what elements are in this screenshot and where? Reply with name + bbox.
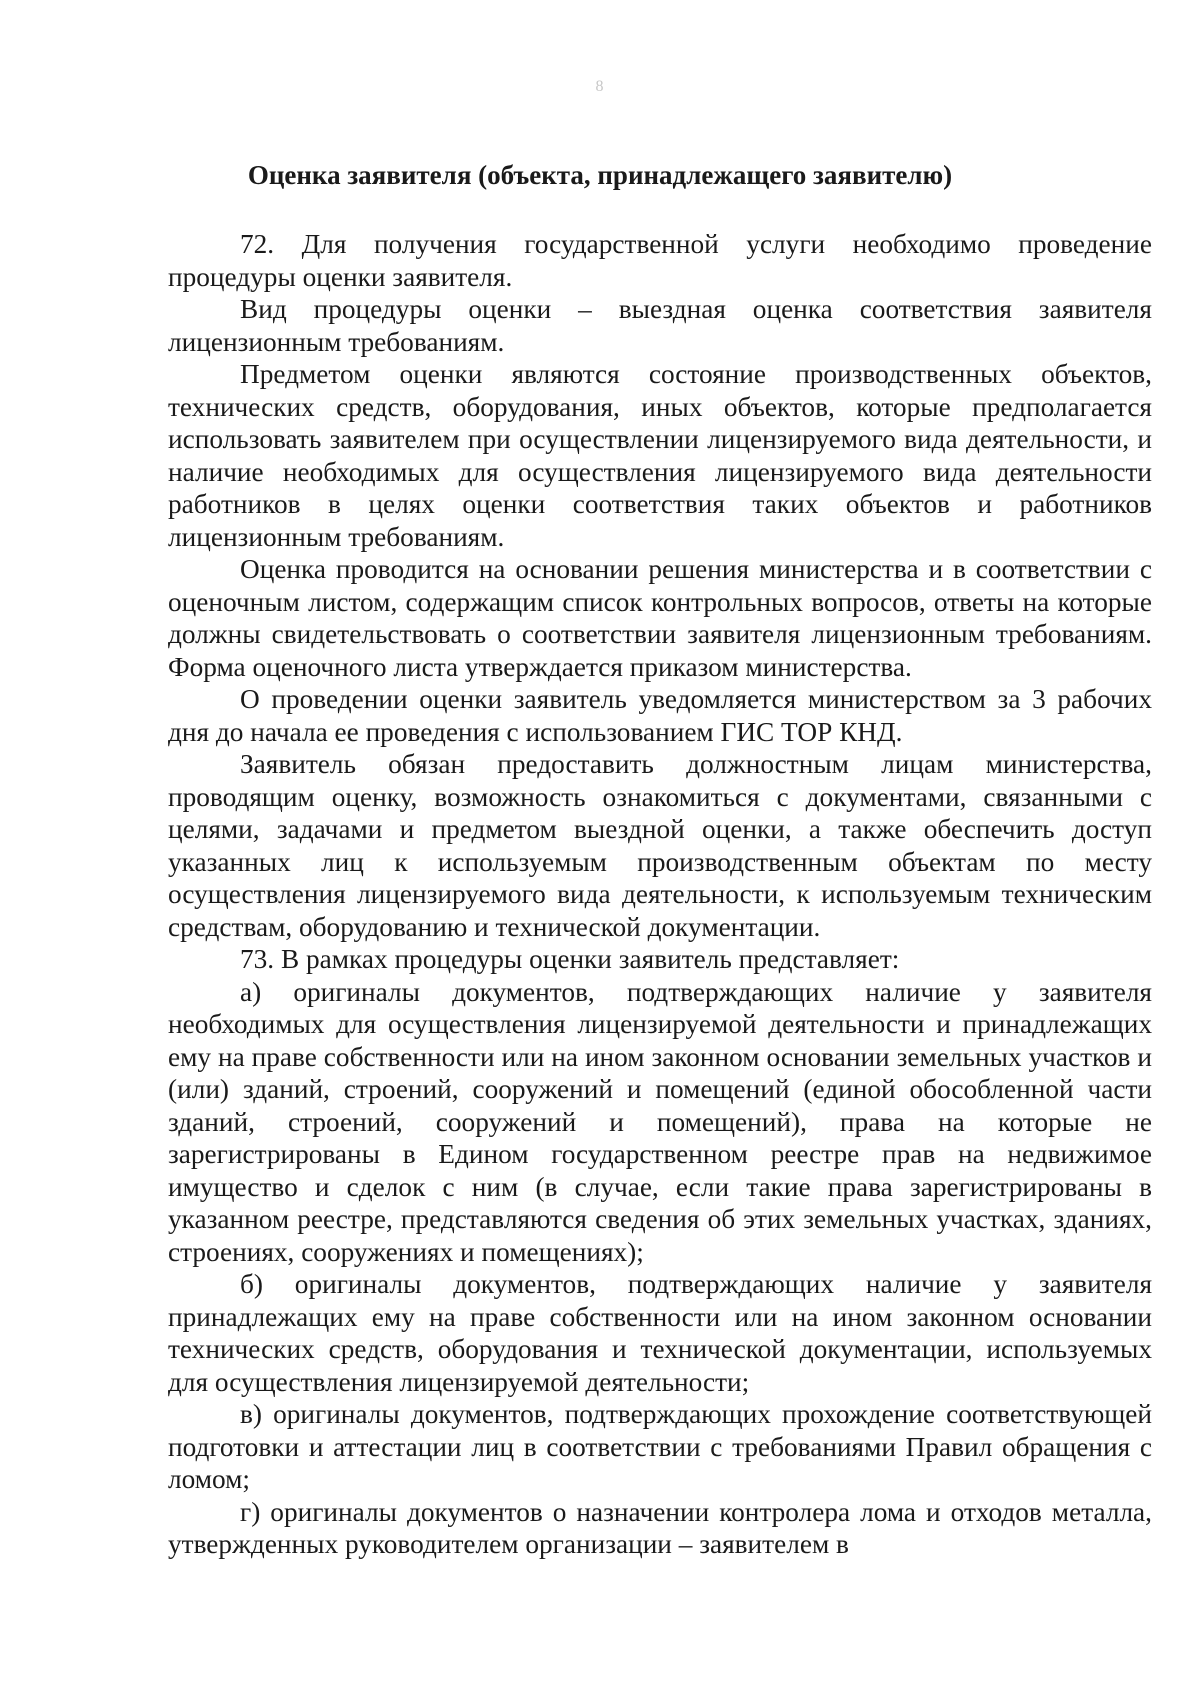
list-item-v: в) оригиналы документов, подтверждающих прохождение соответствующей подготовки и аттестации лиц в соответствии с требованиями Правил обращения с ломом; xyxy=(168,1399,1152,1494)
document-body xyxy=(168,228,1152,1561)
list-item-a: а) оригиналы документов, подтверждающих наличие у заявителя необходимых для осуществления лицензируемой деятельности и принадлежащих ему на праве собственности или на ином законном основании земельных участков и (или) зданий, строений, сооружений и помещений (единой обособленной части зданий, строений, сооружений и помещений), права на которые не зарегистрированы в Едином государственном реестре прав на недвижимое имущество и сделок с ним (в случае, если такие права зарегистрированы в указанном реестре, представляются сведения об этих земельных участках, зданиях, строениях, сооружениях и помещениях); xyxy=(168,976,1152,1267)
paragraph-obligations: Заявитель обязан предоставить должностным лицам министерства, проводящим оценку, возможность ознакомиться с документами, связанными с целями, задачами и предметом выездной оценки, а также обеспечить доступ указанных лиц к используемым производственным объектам по месту осуществления лицензируемого вида деятельности, к используемым техническим средствам, оборудованию и технической документации. xyxy=(168,749,1152,942)
list-item-g: г) оригиналы документов о назначении контролера лома и отходов металла, утвержденных руководителем организации – заявителем в xyxy=(168,1496,1152,1559)
paragraph-procedure-type: Вид процедуры оценки – выездная оценка соответствия заявителя лицензионным требованиям. xyxy=(168,294,1152,357)
paragraph-72: 72. Для получения государственной услуги необходимо проведение процедуры оценки заявителя. xyxy=(168,229,1152,292)
page-number: 8 xyxy=(595,78,605,95)
list-item-b: б) оригиналы документов, подтверждающих наличие у заявителя принадлежащих ему на праве собственности или на ином законном основании технических средств, оборудования и технической документации, используемых для осуществления лицензируемой деятельности; xyxy=(168,1269,1152,1397)
paragraph-subject: Предметом оценки являются состояние производственных объектов, технических средств, оборудования, иных объектов, которые предполагается использовать заявителем при осуществлении лицензируемого вида деятельности, и наличие необходимых для осуществления лицензируемого вида деятельности работников в целях оценки соответствия таких объектов и работников лицензионным требованиям. xyxy=(168,359,1152,552)
section-title: Оценка заявителя (объекта, принадлежащего заявителю) xyxy=(247,160,953,190)
paragraph-basis: Оценка проводится на основании решения министерства и в соответствии с оценочным листом, содержащим список контрольных вопросов, ответы на которые должны свидетельствовать о соответствии заявителя лицензионным требованиям. Форма оценочного листа утверждается приказом министерства. xyxy=(168,554,1152,682)
paragraph-73: 73. В рамках процедуры оценки заявитель представляет: xyxy=(240,944,900,974)
paragraph-notification: О проведении оценки заявитель уведомляется министерством за 3 рабочих дня до начала ее проведения с использованием ГИС ТОР КНД. xyxy=(168,684,1152,747)
